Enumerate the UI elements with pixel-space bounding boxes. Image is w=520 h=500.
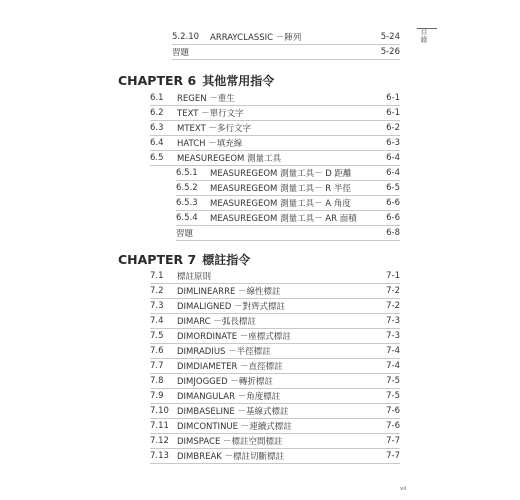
- toc-entry[interactable]: [150, 283, 400, 299]
- entry-title: DIMSPACE －標註空間標註: [177, 436, 283, 447]
- entry-page: 7-2: [386, 285, 400, 296]
- entry-page: 7-2: [386, 300, 400, 311]
- chapter-6-heading: [118, 72, 274, 89]
- entry-page: 7-6: [386, 420, 400, 431]
- page-number: vii: [400, 486, 407, 492]
- toc-subentry[interactable]: [176, 195, 400, 211]
- entry-page: 5-26: [380, 46, 400, 57]
- entry-page: 7-1: [386, 270, 400, 281]
- entry-title: MEASUREGEOM 測量工具－ AR 面積: [210, 213, 357, 224]
- toc-entry-exercise[interactable]: [176, 225, 400, 241]
- entry-page: 6-2: [386, 122, 400, 133]
- toc-entry[interactable]: [150, 343, 400, 359]
- toc-entry[interactable]: [150, 298, 400, 314]
- entry-page: 6-1: [386, 107, 400, 118]
- entry-number: 6.5: [150, 152, 164, 163]
- entry-title: MEASUREGEOM 測量工具－ A 角度: [210, 198, 351, 209]
- entry-title: MEASUREGEOM 測量工具: [177, 153, 282, 164]
- toc-entry[interactable]: [150, 433, 400, 449]
- entry-title: 習題: [172, 47, 190, 58]
- entry-number: 6.5.1: [176, 167, 198, 178]
- entry-number: 6.4: [150, 137, 164, 148]
- entry-title: TEXT －單行文字: [177, 108, 244, 119]
- toc-entry[interactable]: [150, 373, 400, 389]
- entry-number: 6.5.4: [176, 212, 198, 223]
- entry-title: DIMANGULAR －角度標註: [177, 391, 281, 402]
- entry-page: 6-8: [386, 227, 400, 238]
- entry-title: DIMCONTINUE －連續式標註: [177, 421, 292, 432]
- entry-page: 6-3: [386, 137, 400, 148]
- entry-number: 6.5.2: [176, 182, 198, 193]
- toc-subentry[interactable]: [176, 165, 400, 181]
- toc-entry[interactable]: [150, 403, 400, 419]
- entry-number: 7.1: [150, 270, 164, 281]
- entry-title: DIMJOGGED －轉折標註: [177, 376, 273, 387]
- entry-page: 7-4: [386, 345, 400, 356]
- entry-number: 7.5: [150, 330, 164, 341]
- toc-entry[interactable]: [150, 90, 400, 106]
- entry-title: HATCH －填充線: [177, 138, 243, 149]
- entry-page: 6-4: [386, 167, 400, 178]
- entry-title: MTEXT －多行文字: [177, 123, 251, 134]
- entry-number: 7.7: [150, 360, 164, 371]
- entry-number: 7.2: [150, 285, 164, 296]
- entry-number: 7.4: [150, 315, 164, 326]
- entry-number: 6.1: [150, 92, 164, 103]
- entry-title: DIMDIAMETER －直徑標註: [177, 361, 283, 372]
- entry-title: DIMLINEARRE －線性標註: [177, 286, 281, 297]
- entry-page: 6-5: [386, 182, 400, 193]
- chapter-title: 其他常用指令: [202, 74, 275, 88]
- toc-entry[interactable]: [172, 29, 400, 45]
- toc-entry[interactable]: [150, 358, 400, 374]
- entry-title: DIMBASELINE －基線式標註: [177, 406, 289, 417]
- toc-entry[interactable]: [150, 313, 400, 329]
- entry-page: 7-5: [386, 375, 400, 386]
- entry-number: 6.2: [150, 107, 164, 118]
- toc-entry[interactable]: [150, 150, 400, 166]
- entry-number: 7.12: [150, 435, 169, 446]
- entry-number: 5.2.10: [172, 31, 200, 42]
- side-tab-label: 目錄: [420, 28, 428, 44]
- toc-entry[interactable]: [150, 120, 400, 136]
- entry-title: ARRAYCLASSIC －陣列: [210, 32, 302, 43]
- entry-number: 7.11: [150, 420, 169, 431]
- entry-page: 6-6: [386, 212, 400, 223]
- entry-number: 7.8: [150, 375, 164, 386]
- entry-page: 7-4: [386, 360, 400, 371]
- chapter-title: 標註指令: [202, 253, 251, 267]
- entry-page: 7-6: [386, 405, 400, 416]
- entry-page: 7-7: [386, 435, 400, 446]
- entry-title: REGEN －重生: [177, 93, 235, 104]
- entry-title: 標註原則: [177, 271, 212, 282]
- chapter-label: CHAPTER 7: [118, 252, 197, 267]
- entry-page: 7-3: [386, 315, 400, 326]
- entry-page: 7-7: [386, 450, 400, 461]
- entry-number: 7.3: [150, 300, 164, 311]
- entry-title: DIMRADIUS －半徑標註: [177, 346, 271, 357]
- entry-page: 6-1: [386, 92, 400, 103]
- entry-title: DIMBREAK －標註切斷標註: [177, 451, 285, 462]
- chapter-label: CHAPTER 6: [118, 73, 197, 88]
- chapter-7-heading: [118, 251, 250, 268]
- toc-entry[interactable]: [150, 135, 400, 151]
- entry-page: 6-4: [386, 152, 400, 163]
- entry-number: 7.10: [150, 405, 169, 416]
- toc-entry-exercise[interactable]: [172, 44, 400, 60]
- entry-page: 7-3: [386, 330, 400, 341]
- toc-entry[interactable]: [150, 328, 400, 344]
- toc-entry[interactable]: [150, 418, 400, 434]
- toc-entry[interactable]: [150, 448, 400, 464]
- entry-title: DIMALIGNED －對齊式標註: [177, 301, 286, 312]
- entry-page: 7-5: [386, 390, 400, 401]
- entry-number: 6.5.3: [176, 197, 198, 208]
- toc-subentry[interactable]: [176, 180, 400, 196]
- toc-entry[interactable]: [150, 105, 400, 121]
- entry-number: 7.6: [150, 345, 164, 356]
- entry-page: 6-6: [386, 197, 400, 208]
- entry-title: MEASUREGEOM 測量工具－ R 半徑: [210, 183, 351, 194]
- toc-entry[interactable]: [150, 268, 400, 284]
- toc-entry[interactable]: [150, 388, 400, 404]
- entry-title: MEASUREGEOM 測量工具－ D 距離: [210, 168, 352, 179]
- toc-subentry[interactable]: [176, 210, 400, 226]
- entry-page: 5-24: [380, 31, 400, 42]
- entry-title: DIMORDINATE －座標式標註: [177, 331, 291, 342]
- entry-number: 6.3: [150, 122, 164, 133]
- entry-number: 7.13: [150, 450, 169, 461]
- entry-title: 習題: [176, 228, 194, 239]
- entry-number: 7.9: [150, 390, 164, 401]
- entry-title: DIMARC －弧長標註: [177, 316, 256, 327]
